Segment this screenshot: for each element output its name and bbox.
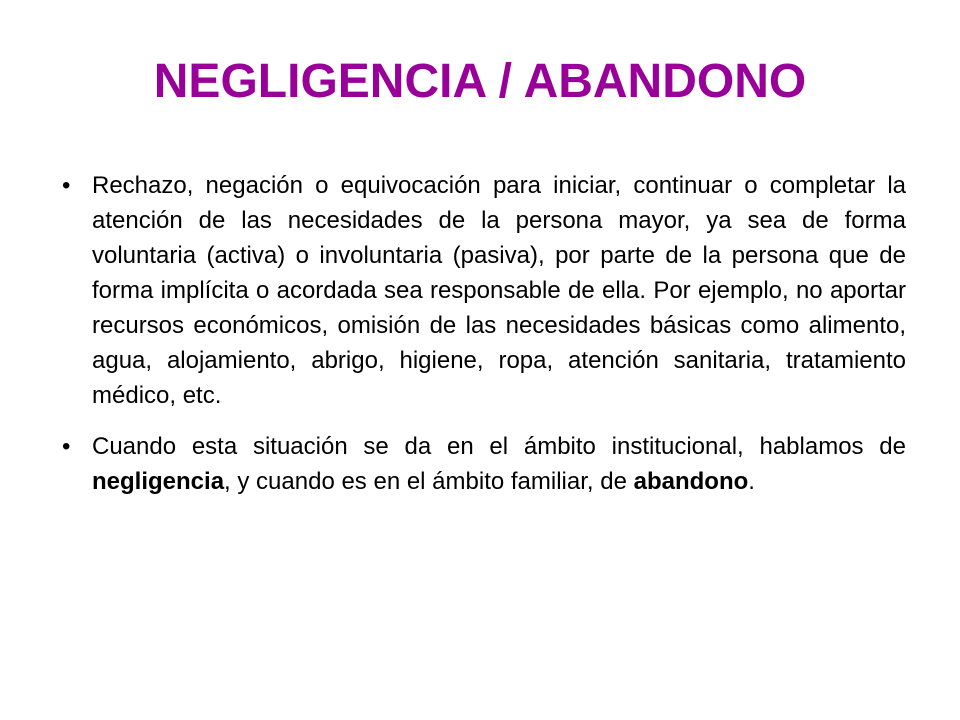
bullet-item-definition bbox=[62, 168, 906, 413]
bullet-text-definition: Rechazo, negación o equivocación para iniciar, continuar o completar la atención de las necesidades de la persona mayor, ya sea de forma voluntaria (activa) o involuntaria (pasiva), por parte de la persona que de forma implícita o acordada sea responsable de ella. Por ejemplo, no aportar recursos económicos, omisión de las necesidades básicas como alimento, agua, alojamiento, abrigo, higiene, ropa, atención sanitaria, tratamiento médico, etc. bbox=[92, 172, 906, 409]
bullet-list bbox=[62, 168, 906, 515]
term-abandono: abandono bbox=[633, 468, 749, 495]
bullet-marker-second: • bbox=[62, 433, 71, 460]
bullet-marker: • bbox=[62, 172, 71, 199]
bullet-item-context bbox=[62, 429, 906, 499]
bullet-text-context-part1: Cuando esta situación se da en el ámbito institucional, hablamos de bbox=[92, 433, 906, 460]
slide-title: NEGLIGENCIA / ABANDONO bbox=[153, 55, 807, 108]
bullet-text-context-part3: . bbox=[748, 468, 755, 495]
bullet-text-context-part2: , y cuando es en el ámbito familiar, de bbox=[224, 468, 634, 495]
term-negligencia: negligencia bbox=[92, 468, 225, 495]
